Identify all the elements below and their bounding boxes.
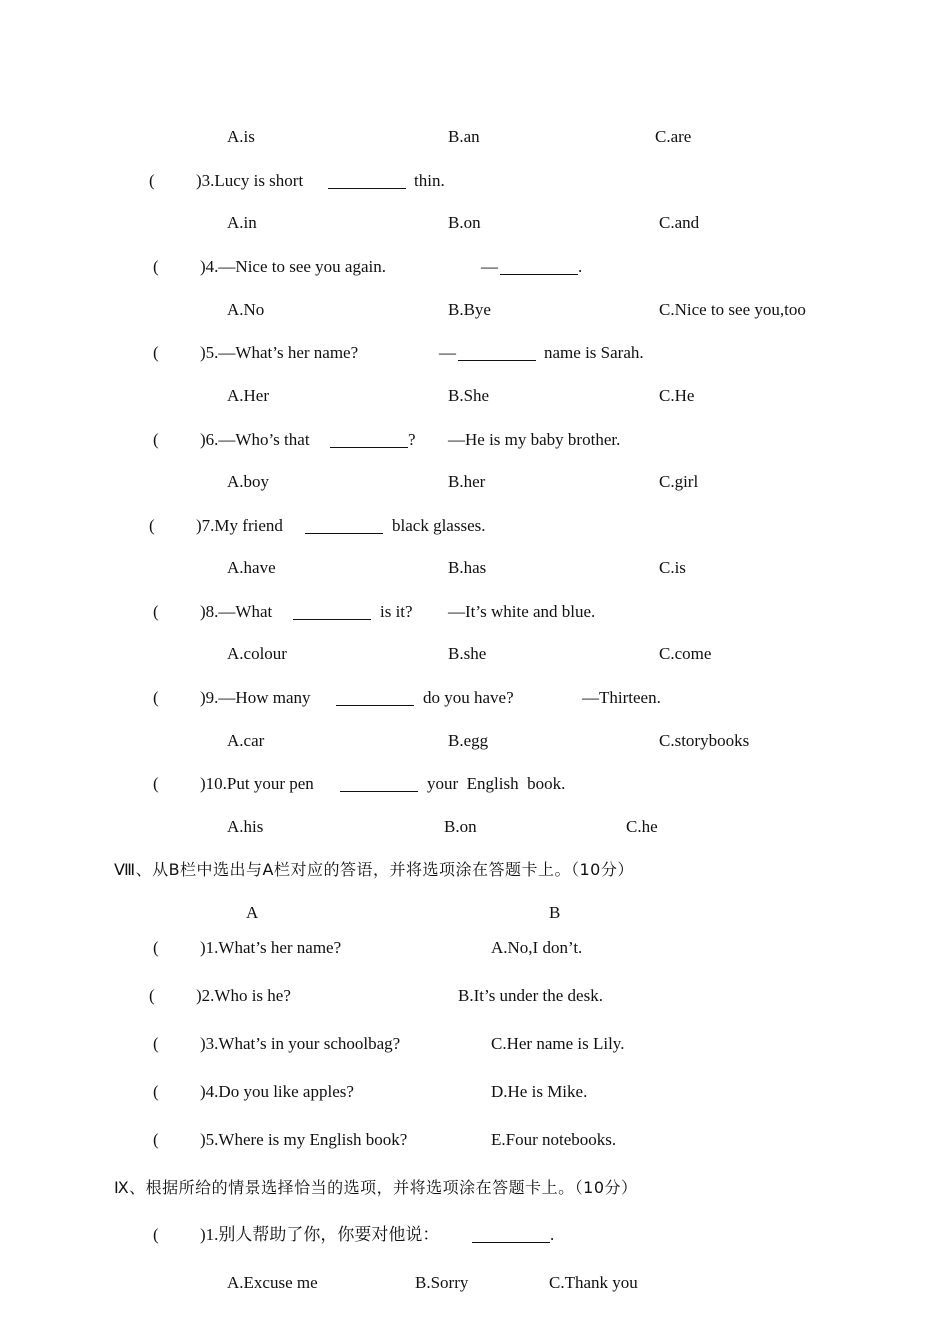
- option-c: C.He: [659, 386, 695, 405]
- question-3-text: )3.Lucy is short: [196, 171, 304, 190]
- answer-blank: [336, 705, 414, 706]
- option-b: B.Bye: [448, 300, 491, 319]
- situation-period: .: [550, 1225, 555, 1244]
- answer-blank: [472, 1242, 550, 1243]
- option-b: B.on: [444, 817, 477, 836]
- match-answer: C.Her name is Lily.: [491, 1034, 625, 1053]
- answer-blank: [458, 360, 536, 361]
- match-question: )1.What’s her name?: [200, 938, 342, 957]
- option-b: B.has: [448, 558, 487, 577]
- match-question: )2.Who is he?: [196, 986, 291, 1005]
- option-b: B.egg: [448, 731, 489, 750]
- answer-paren: (: [153, 938, 159, 957]
- option-a: A.car: [227, 731, 265, 750]
- question-9-text: )9.—How many: [200, 688, 311, 707]
- answer-blank: [293, 619, 371, 620]
- option-a: A.boy: [227, 472, 270, 491]
- answer-paren: (: [153, 257, 159, 276]
- option-a: A.Her: [227, 386, 270, 405]
- question-9-after: do you have?: [423, 688, 514, 707]
- question-9-reply: —Thirteen.: [582, 688, 661, 707]
- question-5-after: name is Sarah.: [544, 343, 644, 362]
- match-question: )5.Where is my English book?: [200, 1130, 408, 1149]
- answer-paren: (: [153, 1130, 159, 1149]
- column-b-header: B: [549, 903, 561, 922]
- option-a: A.have: [227, 558, 276, 577]
- option-a: A.No: [227, 300, 265, 319]
- answer-paren: (: [153, 1034, 159, 1053]
- answer-paren: (: [153, 774, 159, 793]
- option-b: B.she: [448, 644, 487, 663]
- question-5-text: )5.—What’s her name?: [200, 343, 359, 362]
- option-a: A.colour: [227, 644, 287, 663]
- column-a-header: A: [246, 903, 259, 922]
- option-c: C.girl: [659, 472, 699, 491]
- question-8-text: )8.—What: [200, 602, 273, 621]
- question-5-dash: —: [439, 343, 456, 362]
- question-4-period: .: [578, 257, 583, 276]
- answer-blank: [330, 447, 408, 448]
- option-c: C.are: [655, 127, 692, 146]
- answer-paren: (: [153, 343, 159, 362]
- answer-paren: (: [153, 1225, 159, 1244]
- answer-paren: (: [149, 986, 155, 1005]
- option-b: B.She: [448, 386, 490, 405]
- option-b: B.an: [448, 127, 480, 146]
- answer-paren: (: [153, 1082, 159, 1101]
- answer-paren: (: [153, 430, 159, 449]
- match-answer: E.Four notebooks.: [491, 1130, 617, 1149]
- option-a: A.in: [227, 213, 257, 232]
- question-7-after: black glasses.: [392, 516, 486, 535]
- option-b: B.on: [448, 213, 481, 232]
- section-8-title: Ⅷ、从B栏中选出与A栏对应的答语，并将选项涂在答题卡上。（10分）: [114, 860, 634, 879]
- match-answer: B.It’s under the desk.: [458, 986, 603, 1005]
- option-c: C.come: [659, 644, 712, 663]
- answer-paren: (: [153, 602, 159, 621]
- option-c: C.Nice to see you,too: [659, 300, 806, 319]
- option-a: A.is: [227, 127, 255, 146]
- answer-paren: (: [153, 688, 159, 707]
- option-c: C.Thank you: [549, 1273, 638, 1292]
- question-10-after: your English book.: [427, 774, 566, 793]
- situation-question: )1.别人帮助了你，你要对他说：: [200, 1225, 440, 1244]
- question-10-text: )10.Put your pen: [200, 774, 314, 793]
- option-a: A.Excuse me: [227, 1273, 318, 1292]
- option-c: C.storybooks: [659, 731, 750, 750]
- question-8-reply: —It’s white and blue.: [448, 602, 596, 621]
- match-answer: D.He is Mike.: [491, 1082, 588, 1101]
- question-4-text: )4.—Nice to see you again.: [200, 257, 386, 276]
- answer-blank: [500, 274, 578, 275]
- option-b: B.Sorry: [415, 1273, 469, 1292]
- match-answer: A.No,I don’t.: [491, 938, 583, 957]
- answer-blank: [305, 533, 383, 534]
- question-6-text: )6.—Who’s that: [200, 430, 310, 449]
- answer-paren: (: [149, 171, 155, 190]
- option-c: C.and: [659, 213, 700, 232]
- question-6-mark: ?: [408, 430, 416, 449]
- match-question: )4.Do you like apples?: [200, 1082, 354, 1101]
- question-6-reply: —He is my baby brother.: [448, 430, 621, 449]
- match-question: )3.What’s in your schoolbag?: [200, 1034, 401, 1053]
- question-4-dash: —: [481, 257, 498, 276]
- answer-blank: [340, 791, 418, 792]
- answer-paren: (: [149, 516, 155, 535]
- answer-blank: [328, 188, 406, 189]
- question-8-after: is it?: [380, 602, 413, 621]
- section-9-title: Ⅸ、根据所给的情景选择恰当的选项，并将选项涂在答题卡上。（10分）: [114, 1178, 638, 1197]
- option-a: A.his: [227, 817, 264, 836]
- option-c: C.is: [659, 558, 686, 577]
- option-c: C.he: [626, 817, 658, 836]
- question-7-text: )7.My friend: [196, 516, 283, 535]
- question-3-after: thin.: [414, 171, 445, 190]
- option-b: B.her: [448, 472, 486, 491]
